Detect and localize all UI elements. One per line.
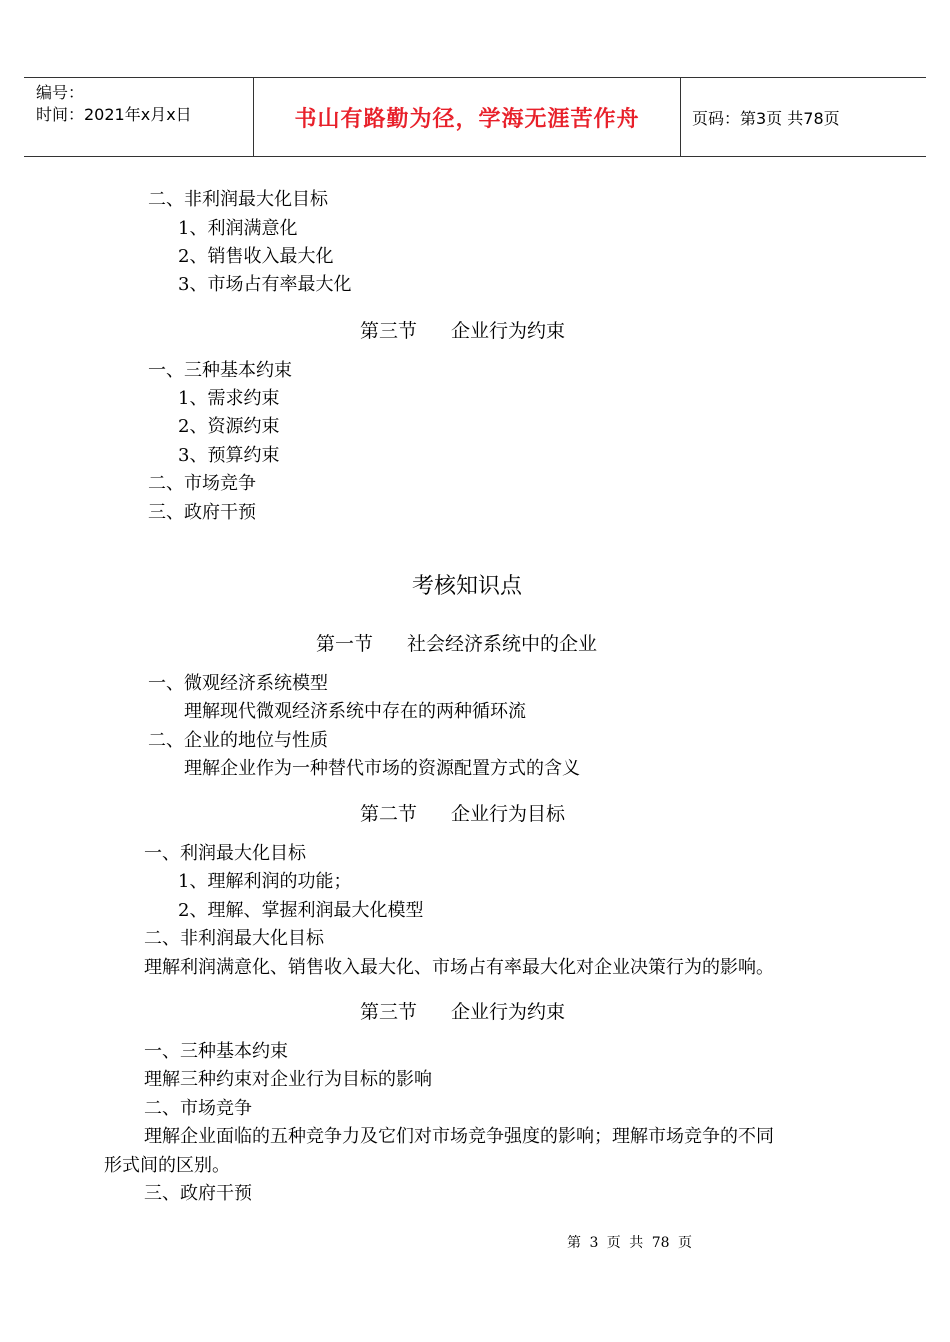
outline-line: 理解企业面临的五种竞争力及它们对市场竞争强度的影响；理解市场竞争的不同 [144, 1126, 774, 1147]
outline-line: 一、微观经济系统模型 [148, 673, 328, 694]
outline-line: 二、非利润最大化目标 [148, 189, 328, 210]
main-title: 考核知识点 [412, 574, 523, 599]
outline-line: 理解利润满意化、销售收入最大化、市场占有率最大化对企业决策行为的影响。 [144, 957, 774, 978]
outline-line: 一、利润最大化目标 [144, 843, 306, 864]
section-heading [360, 316, 565, 343]
outline-line: 三、政府干预 [144, 1183, 252, 1204]
section-number: 第三节 [360, 1001, 418, 1023]
outline-line: 二、非利润最大化目标 [144, 928, 324, 949]
outline-line: 1、需求约束 [178, 388, 280, 409]
section-heading [360, 799, 565, 826]
page-footer: 第 3 页 共 78 页 [567, 1235, 692, 1251]
header-motto: 书山有路勤为径，学海无涯苦作舟 [294, 106, 640, 132]
outline-line: 理解现代微观经济系统中存在的两种循环流 [184, 701, 526, 722]
section-title: 企业行为约束 [451, 1001, 566, 1023]
outline-line: 三、政府干预 [148, 502, 256, 523]
section-number: 第三节 [360, 320, 418, 342]
outline-line: 形式间的区别。 [104, 1155, 230, 1176]
section-heading [316, 629, 597, 656]
header-page-info: 页码：第3页 共78页 [692, 108, 840, 128]
number-label: 编号： [36, 83, 85, 102]
outline-line: 2、资源约束 [178, 416, 280, 437]
outline-line: 二、市场竞争 [144, 1098, 252, 1119]
page-header [24, 77, 926, 157]
outline-line: 理解企业作为一种替代市场的资源配置方式的含义 [184, 758, 580, 779]
outline-line: 2、销售收入最大化 [178, 246, 334, 267]
outline-line: 3、预算约束 [178, 445, 280, 466]
outline-line: 一、三种基本约束 [144, 1041, 288, 1062]
outline-line: 1、利润满意化 [178, 218, 298, 239]
section-heading [360, 997, 565, 1024]
outline-line: 一、三种基本约束 [148, 360, 292, 381]
outline-line: 3、市场占有率最大化 [178, 274, 352, 295]
outline-line: 理解三种约束对企业行为目标的影响 [144, 1069, 432, 1090]
outline-line: 2、理解、掌握利润最大化模型 [178, 900, 424, 921]
header-meta [36, 82, 192, 126]
outline-line: 1、理解利润的功能； [178, 871, 352, 892]
section-title: 企业行为约束 [451, 320, 566, 342]
section-title: 企业行为目标 [451, 803, 566, 825]
outline-line: 二、企业的地位与性质 [148, 730, 328, 751]
section-number: 第二节 [360, 803, 418, 825]
section-number: 第一节 [316, 633, 374, 655]
time-label: 时间：2021年x月x日 [36, 105, 192, 124]
outline-line: 二、市场竞争 [148, 473, 256, 494]
header-divider [680, 78, 681, 156]
section-title: 社会经济系统中的企业 [407, 633, 598, 655]
